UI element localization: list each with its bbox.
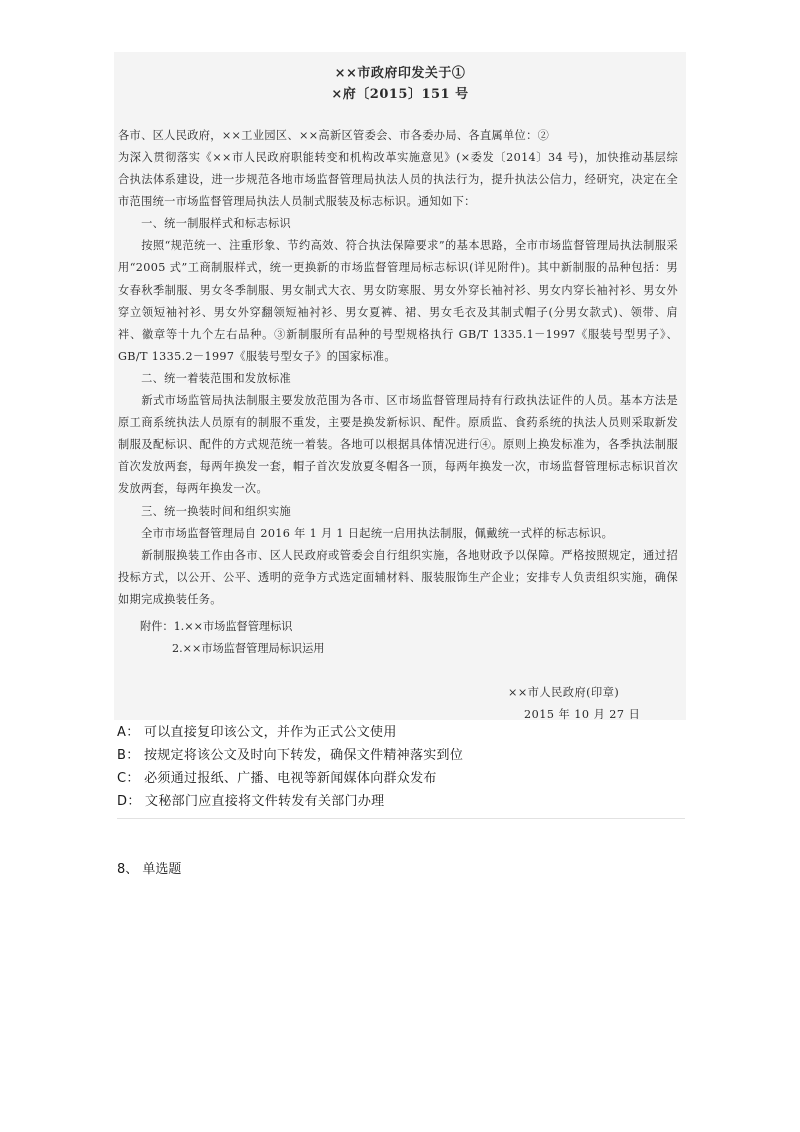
option-a[interactable]: A： 可以直接复印该公文，并作为正式公文使用 [117, 725, 397, 740]
document-signature: ××市人民政府(印章) [508, 686, 620, 699]
option-text: 按规定将该公文及时向下转发，确保文件精神落实到位 [143, 748, 464, 763]
document-title: ××市政府印发关于① [334, 66, 466, 81]
next-question-header: 8、 单选题 [117, 862, 182, 877]
document-date: 2015 年 10 月 27 日 [524, 708, 641, 720]
option-c[interactable]: C： 必须通过报纸、广播、电视等新闻媒体向群众发布 [117, 771, 437, 786]
option-letter: C [117, 771, 127, 786]
question-type: 单选题 [142, 862, 182, 877]
option-d[interactable]: D： 文秘部门应直接将文件转发有关部门办理 [117, 794, 385, 809]
option-text: 可以直接复印该公文，并作为正式公文使用 [143, 725, 397, 740]
option-b[interactable]: B： 按规定将该公文及时向下转发，确保文件精神落实到位 [117, 748, 464, 763]
attachment-1: 附件：1.××市场监督管理标识 [140, 620, 293, 633]
question-number: 8 [117, 862, 126, 877]
option-letter: A [117, 725, 127, 740]
option-letter: D [117, 794, 128, 809]
attachment-2: 2.××市场监督管理局标识运用 [172, 642, 325, 655]
option-letter: B [117, 748, 127, 763]
document-number: ×府〔2015〕151 号 [331, 87, 469, 102]
document-addressee: 各市、区人民政府，××工业园区、××高新区管委会、市各委办局、各直属单位：② [118, 129, 550, 142]
document-body: 为深入贯彻落实《××市人民政府职能转变和机构改革实施意见》(×委发〔2014〕34 号)，加快推动基层综合执法体系建设，进一步规范各地市场监督管理局执法人员的执法行为，提升执法公信力，经研究，决定在全市范围统一市场监督管理局执法人员制式服装及标志标识。通知如下： 一、统一制服样式和标志标识 按照“规范统一、注重形象、节约高效、符合执法保障要求”的基本思路，全市市场监督管理局执法制服采用“2005 式”工商制服样式，统一更换新的市场监督管理局标志标识(详见附件)。其中新制服的品种包括：男女春秋季制服、男女冬季制服、男女制式大衣、男女防寒服、男女外穿长袖衬衫、男女内穿长袖衬衫、男女外穿立领短袖衬衫、男女外穿翻领短袖衬衫、男女夏裤、裙、男女毛衣及其制式帽子(分男女款式)、领带、肩袢、徽章等十九个左右品种。③新制服所有品种的号型规格执行 GB/T 1335.1－1997《服装号型男子》、GB/T 1335.2－1997《服装号型女子》的国家标准。 二、统一着装范围和发放标准 新式市场监管局执法制服主要发放范围为各市、区市场监督管理局持有行政执法证件的人员。基本方法是原工商系统执法人员原有的制服不重发，主要是换发新标识、配件。原质监、食药系统的执法人员则采取新发制服及配标识、配件的方式规范统一着装。各地可以根据具体情况进行④。原则上换发标准为，各季执法制服首次发放两套，每两年换发一套，帽子首次发放夏冬帽各一顶，每两年换发一次，市场监督管理标志标识首次发放两套，每两年换发一次。 三、统一换装时间和组织实施 全市市场监督管理局自 2016 年 1 月 1 日起统一启用执法制服，佩戴统一式样的标志标识。 新制服换装工作由各市、区人民政府或管委会自行组织实施，各地财政予以保障。严格按照规定，通过招投标方式，以公开、公平、透明的竞争方式选定面辅材料、服装服饰生产企业；安排专人负责组织实施，确保如期完成换装任务。 [118, 151, 678, 606]
option-text: 文秘部门应直接将文件转发有关部门办理 [145, 794, 385, 809]
scanned-document-image [114, 52, 686, 720]
option-text: 必须通过报纸、广播、电视等新闻媒体向群众发布 [144, 771, 437, 786]
section-divider [117, 818, 685, 819]
